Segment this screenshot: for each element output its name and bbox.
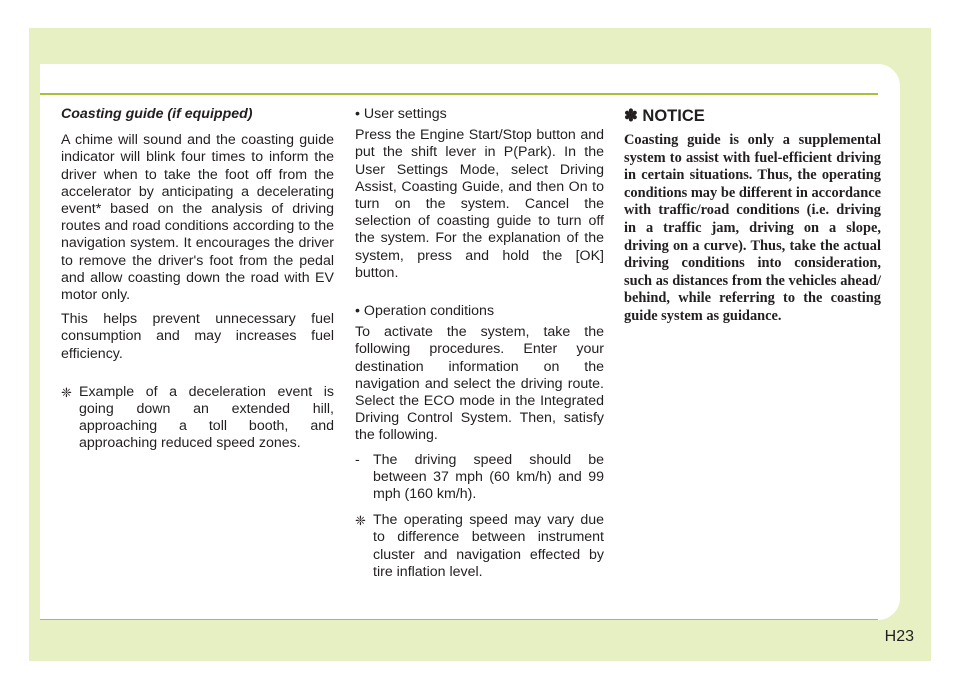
top-rule (40, 93, 878, 95)
operation-conditions-paragraph: To activate the system, take the following procedures. Enter your destination information on the navigation and select the driving route. Select the ECO mode in the Integrated Driving Control System. Then, satisfy the following. (355, 324, 604, 444)
bottom-rule (40, 619, 878, 620)
section-heading: Coasting guide (if equipped) (61, 106, 253, 122)
operation-conditions-heading: • Operation conditions (355, 303, 495, 320)
notice-body: Coasting guide is only a supplemental system to assist with fuel-efficient driving in certain situations. Thus, the operating conditions may be different in accordance with traffic/road conditions (i.e. driving in a traffic jam, driving on a slope, driving on a curve). Thus, take the actual driving conditions into consideration, such as distances from the vehicles ahead/ behind, while referring to the coasting guide system as guidance. (624, 132, 881, 324)
page-number: H23 (884, 628, 914, 645)
speed-condition-item (355, 452, 604, 504)
column-notice (624, 106, 881, 326)
dash-symbol: - (355, 451, 360, 468)
note-symbol-icon: ❈ (355, 513, 366, 529)
intro-paragraph: A chime will sound and the coasting guide indicator will blink four times to inform the driver when to take the foot off from the accelerator by anticipating a decelerating event* based on the analysis of driving routes and road conditions according to the navigation system. It encourages the driver to remove the driver's foot from the pedal and allow coasting down the road with EV motor only. (61, 132, 334, 304)
user-settings-paragraph: Press the Engine Start/Stop button and put the shift lever in P(Park). In the User Settings Mode, select Driving Assist, Coasting Guide, and then On to turn on the system. Cancel the selection of coasting guide to turn off the system. For the explanation of the system, press and hold the [OK] button. (355, 127, 604, 281)
notice-title: ✽ NOTICE (624, 107, 705, 125)
user-settings-heading: • User settings (355, 106, 447, 122)
note-text: Example of a deceleration event is going down an extended hill, approaching a toll booth, and approaching reduced speed zones. (79, 383, 334, 452)
operating-speed-note (355, 512, 604, 581)
note-symbol-icon: ❈ (61, 384, 72, 400)
efficiency-paragraph: This helps prevent unnecessary fuel consumption and may increases fuel efficiency. (61, 311, 334, 362)
column-coasting-guide (61, 106, 334, 453)
deceleration-note (61, 384, 334, 453)
note-text: The operating speed may vary due to difference between instrument cluster and navigation effected by tire inflation level. (373, 512, 604, 580)
speed-condition-text: The driving speed should be between 37 mph (60 km/h) and 99 mph (160 km/h). (373, 451, 604, 503)
column-settings (355, 106, 604, 581)
